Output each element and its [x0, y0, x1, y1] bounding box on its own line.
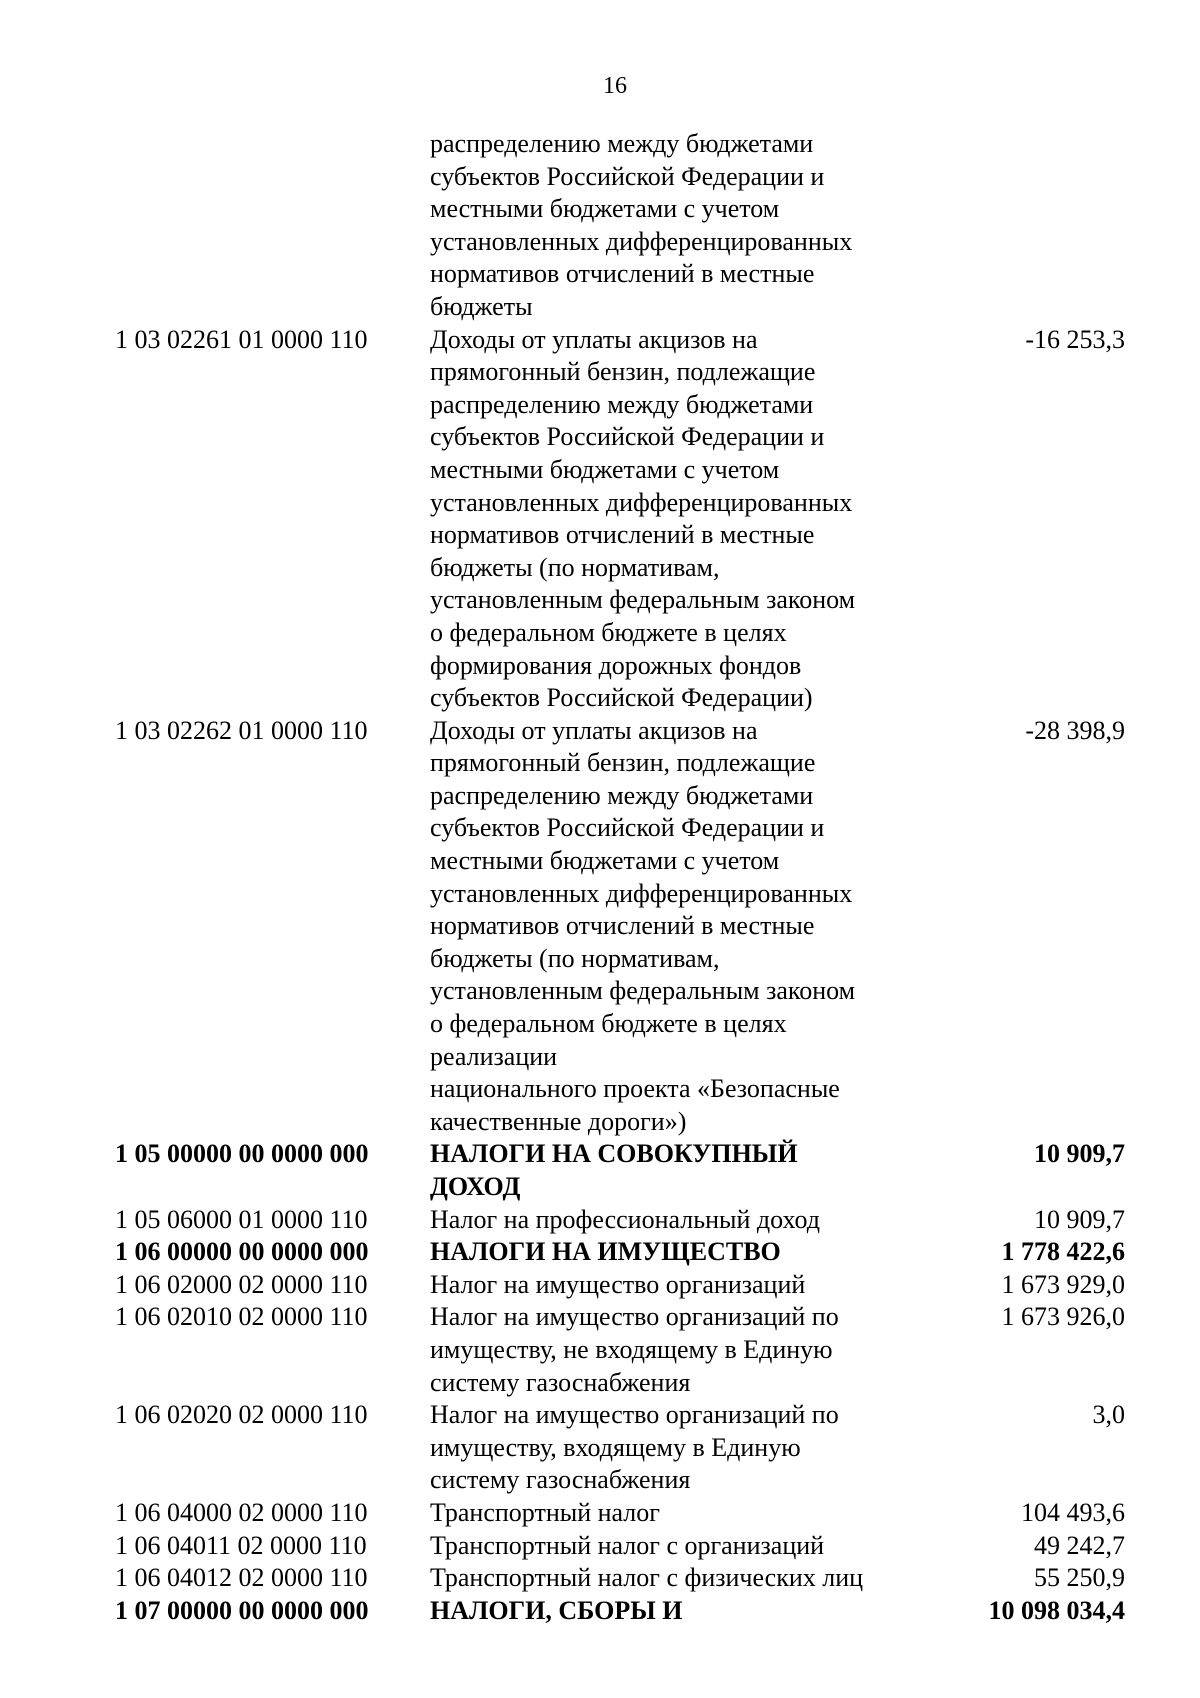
- budget-classification-code: 1 05 06000 01 0000 110: [115, 1204, 368, 1234]
- description-line: реализации: [430, 1041, 558, 1071]
- description-line: о федеральном бюджете в целях: [430, 617, 787, 647]
- budget-classification-code: 1 06 04000 02 0000 110: [115, 1497, 368, 1527]
- description-line: Налог на имущество организаций: [430, 1269, 806, 1299]
- revenue-description: [430, 324, 950, 715]
- description-line: о федеральном бюджете в целях: [430, 1009, 787, 1039]
- description-line: установленных дифференцированных: [430, 878, 853, 908]
- amount-value: -28 398,9: [1025, 715, 1125, 745]
- description-line: установленным федеральным законом: [430, 976, 856, 1006]
- table-section-row: [115, 1595, 1125, 1628]
- description-line: бюджеты (по нормативам,: [430, 943, 720, 973]
- revenue-description: [430, 1269, 950, 1302]
- amount-value: 104 493,6: [1021, 1497, 1125, 1527]
- description-line: бюджеты: [430, 291, 533, 321]
- description-line: распределению между бюджетами: [430, 780, 814, 810]
- description-line: субъектов Российской Федерации и: [430, 161, 825, 191]
- description-line: Доходы от уплаты акцизов на: [430, 715, 758, 745]
- amount-value: -16 253,3: [1025, 324, 1125, 354]
- description-line: Налог на имущество организаций по: [430, 1302, 839, 1332]
- description-line: Налог на имущество организаций по: [430, 1400, 839, 1430]
- budget-classification-code: 1 06 02000 02 0000 110: [115, 1269, 368, 1299]
- description-line: Транспортный налог с физических лиц: [430, 1563, 864, 1593]
- budget-classification-code: 1 03 02261 01 0000 110: [115, 324, 368, 354]
- description-line: местными бюджетами с учетом: [430, 454, 780, 484]
- amount-value: 10 098 034,4: [988, 1595, 1125, 1625]
- budget-classification-code: 1 05 00000 00 0000 000: [115, 1139, 369, 1169]
- amount-value: 10 909,7: [1034, 1139, 1125, 1169]
- revenue-description: [430, 1301, 950, 1399]
- description-line: нормативов отчислений в местные: [430, 520, 815, 550]
- description-line: имуществу, не входящему в Единую: [430, 1334, 833, 1364]
- revenue-description: [430, 1236, 950, 1269]
- description-line: прямогонный бензин, подлежащие: [430, 748, 816, 778]
- table-row: [115, 1301, 1125, 1399]
- description-line: Налог на профессиональный доход: [430, 1204, 820, 1234]
- description-line: установленных дифференцированных: [430, 487, 853, 517]
- revenue-description: [430, 1530, 950, 1563]
- description-line: Транспортный налог: [430, 1497, 660, 1527]
- revenue-description: [430, 1562, 950, 1595]
- description-line: субъектов Российской Федерации и: [430, 813, 825, 843]
- amount-value: 55 250,9: [1034, 1563, 1125, 1593]
- description-line: установленным федеральным законом: [430, 585, 856, 615]
- description-line: ДОХОД: [430, 1172, 521, 1201]
- description-line: систему газоснабжения: [430, 1465, 691, 1495]
- amount-value: 49 242,7: [1034, 1530, 1125, 1560]
- description-line: НАЛОГИ, СБОРЫ И: [430, 1595, 683, 1625]
- description-line: НАЛОГИ НА СОВОКУПНЫЙ: [430, 1139, 798, 1169]
- table-row: [115, 1497, 1125, 1530]
- table-row: [115, 1562, 1125, 1595]
- table-row: [115, 1269, 1125, 1302]
- description-line: имуществу, входящему в Единую: [430, 1432, 801, 1462]
- description-line: местными бюджетами с учетом: [430, 194, 780, 224]
- description-line: формирования дорожных фондов: [430, 650, 802, 680]
- amount-value: 1 673 929,0: [1001, 1269, 1125, 1299]
- page-number: 16: [603, 73, 627, 99]
- amount-value: 3,0: [1092, 1400, 1125, 1430]
- description-line: национального проекта «Безопасные: [430, 1074, 840, 1104]
- budget-revenue-table: [115, 128, 1125, 1627]
- table-section-row: [115, 1236, 1125, 1269]
- amount-value: 10 909,7: [1034, 1204, 1125, 1234]
- budget-classification-code: 1 03 02262 01 0000 110: [115, 715, 368, 745]
- table-row: [115, 715, 1125, 1139]
- amount-value: 1 673 926,0: [1001, 1302, 1125, 1332]
- description-line: бюджеты (по нормативам,: [430, 552, 720, 582]
- budget-classification-code: 1 06 04011 02 0000 110: [115, 1530, 367, 1560]
- budget-classification-code: 1 06 02010 02 0000 110: [115, 1302, 368, 1332]
- table-row: [115, 1530, 1125, 1563]
- revenue-description: [430, 1497, 950, 1530]
- table-row: [115, 324, 1125, 715]
- description-line: нормативов отчислений в местные: [430, 911, 815, 941]
- revenue-description: [430, 1399, 950, 1497]
- revenue-description: [430, 128, 950, 324]
- description-line: местными бюджетами с учетом: [430, 846, 780, 876]
- description-line: распределению между бюджетами: [430, 129, 814, 158]
- description-line: нормативов отчислений в местные: [430, 259, 815, 289]
- revenue-description: [430, 1138, 950, 1203]
- description-line: Транспортный налог с организаций: [430, 1530, 825, 1560]
- description-line: распределению между бюджетами: [430, 389, 814, 419]
- description-line: субъектов Российской Федерации и: [430, 422, 825, 452]
- budget-classification-code: 1 06 00000 00 0000 000: [115, 1237, 369, 1267]
- budget-classification-code: 1 06 04012 02 0000 110: [115, 1563, 368, 1593]
- description-line: субъектов Российской Федерации): [430, 683, 813, 713]
- description-line: систему газоснабжения: [430, 1367, 691, 1397]
- budget-classification-code: 1 07 00000 00 0000 000: [115, 1595, 369, 1625]
- description-line: Доходы от уплаты акцизов на: [430, 324, 758, 354]
- description-line: установленных дифференцированных: [430, 226, 853, 256]
- description-line: прямогонный бензин, подлежащие: [430, 357, 816, 387]
- table-section-row: [115, 1138, 1125, 1203]
- table-row: [115, 1399, 1125, 1497]
- table-row: [115, 1204, 1125, 1237]
- revenue-description: [430, 1595, 950, 1628]
- revenue-description: [430, 715, 950, 1139]
- budget-classification-code: 1 06 02020 02 0000 110: [115, 1400, 368, 1430]
- table-row: [115, 128, 1125, 324]
- revenue-description: [430, 1204, 950, 1237]
- amount-value: 1 778 422,6: [1001, 1237, 1125, 1267]
- description-line: качественные дороги»): [430, 1106, 687, 1136]
- description-line: НАЛОГИ НА ИМУЩЕСТВО: [430, 1237, 781, 1267]
